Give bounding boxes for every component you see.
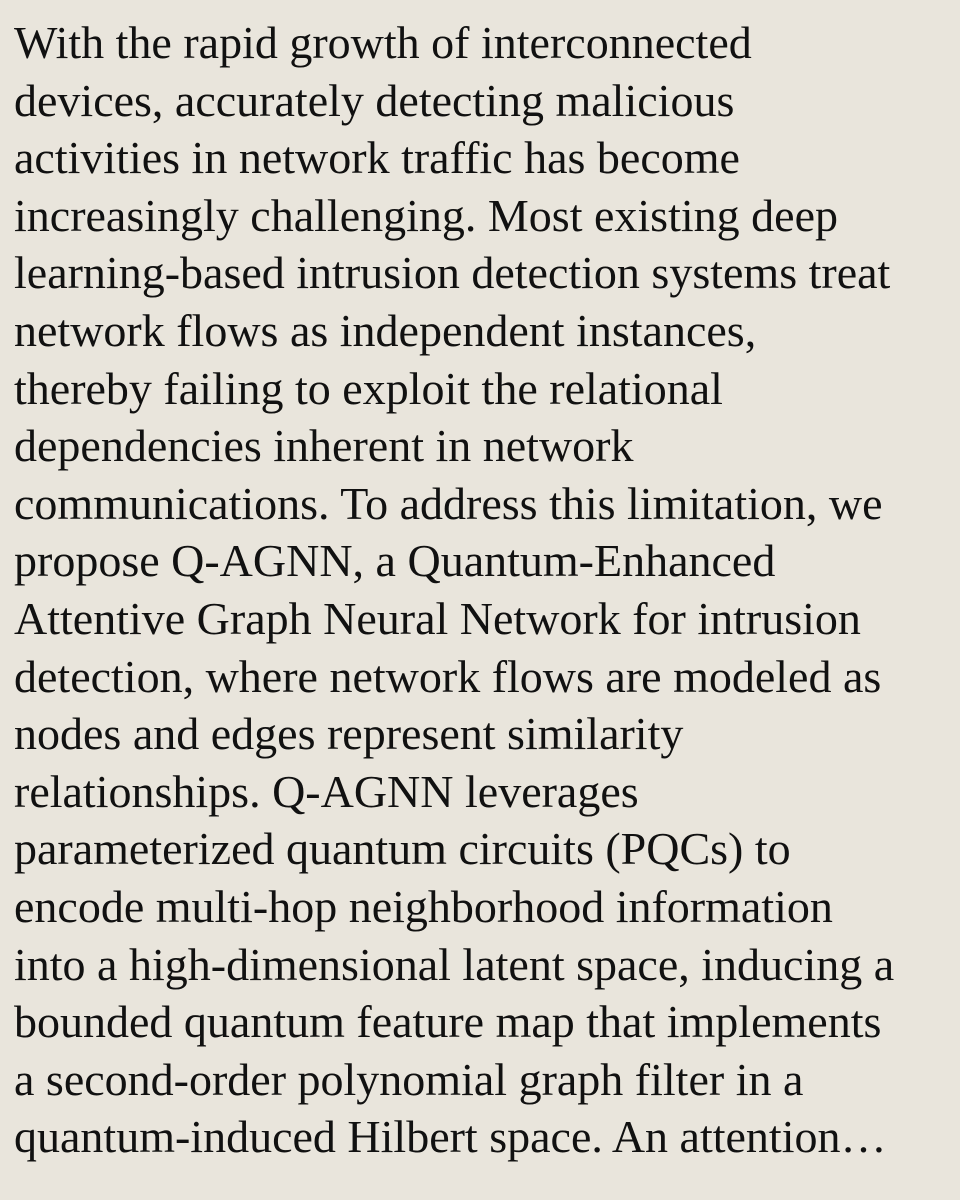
text-line: thereby failing to exploit the relational: [14, 362, 723, 414]
text-line: detection, where network flows are modeled as: [14, 650, 882, 702]
text-line: dependencies inherent in network: [14, 420, 634, 472]
text-line: propose Q-AGNN, a Quantum-Enhanced: [14, 535, 776, 587]
text-line: a second-order polynomial graph filter in a: [14, 1053, 804, 1105]
text-line: communications. To address this limitation, we: [14, 477, 883, 529]
text-line: learning-based intrusion detection systems treat: [14, 247, 891, 299]
text-line: relationships. Q-AGNN leverages: [14, 765, 639, 817]
text-line: devices, accurately detecting malicious: [14, 74, 735, 126]
text-line: network flows as independent instances,: [14, 304, 757, 356]
text-line: activities in network traffic has become: [14, 132, 740, 184]
text-line: quantum-induced Hilbert space. An attention…: [14, 1111, 887, 1163]
text-line: encode multi-hop neighborhood information: [14, 880, 833, 932]
text-line: parameterized quantum circuits (PQCs) to: [14, 823, 791, 875]
text-line: With the rapid growth of interconnected: [14, 17, 752, 68]
text-line: into a high-dimensional latent space, inducing a: [14, 938, 895, 990]
text-line: nodes and edges represent similarity: [14, 708, 684, 760]
text-line: bounded quantum feature map that implements: [14, 996, 882, 1048]
text-line: increasingly challenging. Most existing deep: [14, 189, 838, 241]
text-line: Attentive Graph Neural Network for intrusion: [14, 592, 861, 644]
